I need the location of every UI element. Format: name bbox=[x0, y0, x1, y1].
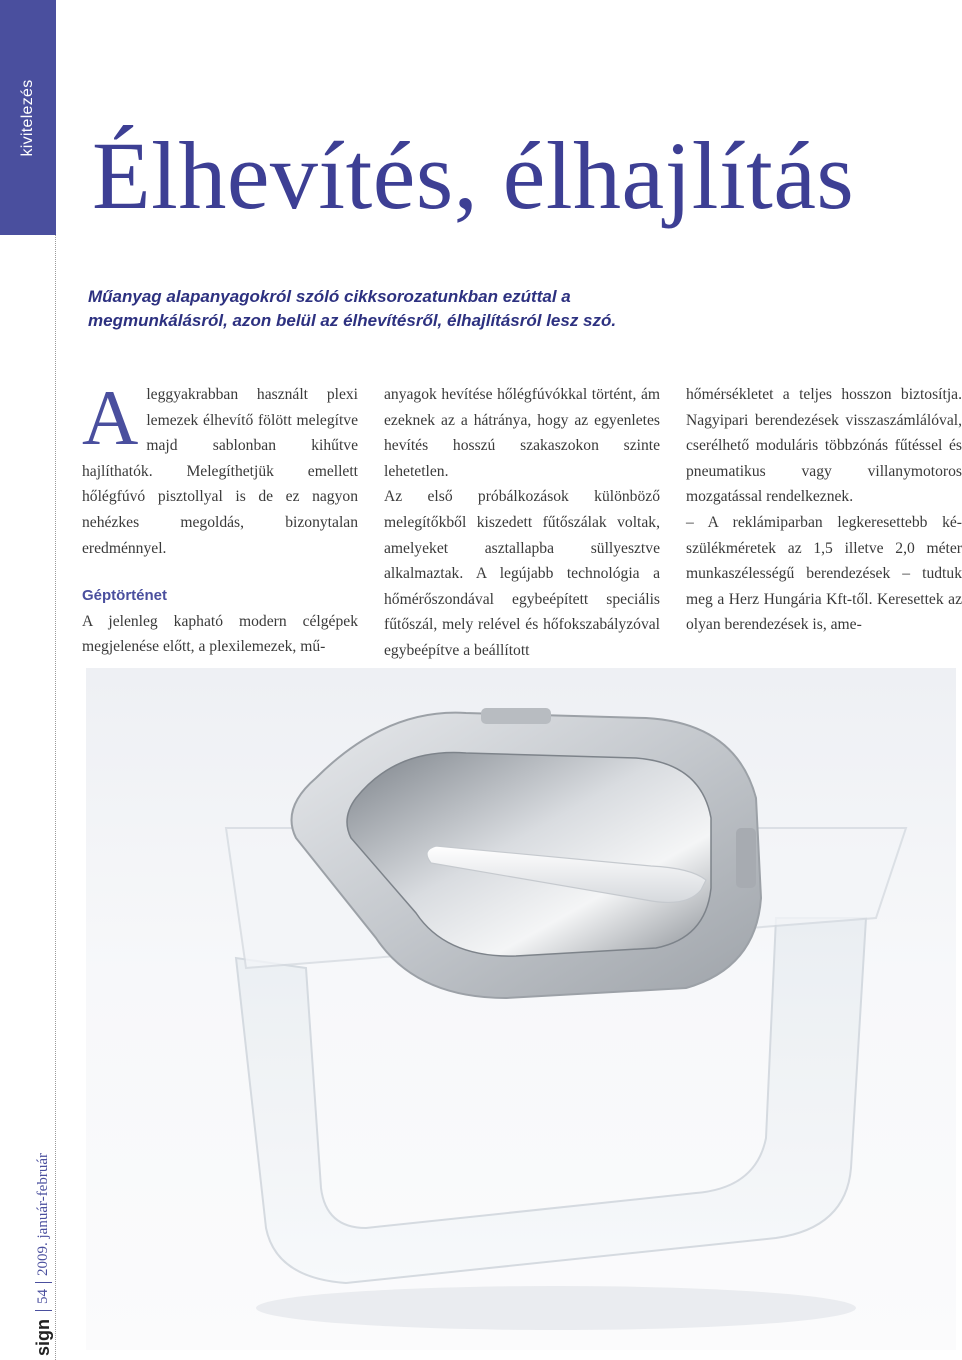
rail-divider bbox=[55, 235, 56, 1360]
ashtray-illustration bbox=[86, 668, 956, 1350]
column-1-text-1: leggyakrabban használt plexi lemezek élhevítő fölött melegítve majd sablonban kihűtve hajlíthatók. Melegíthetjük emellett hőlégfúvó pisztollyal is de ez nagyon nehézkes megoldás, bizonytalan eredménnyel. bbox=[82, 386, 358, 557]
text-column-2 bbox=[384, 382, 660, 664]
column-2-paragraph-2: Az első próbálkozások különböző melegítőkből kiszedett fűtőszálak voltak, amelyeket asztallapba süllyesztve alkalmaztak. A legújabb technológia a hőmérőszondával egybeépített speciális fűtőszál, mely relével és hőfokszabályzóval egybeépítve a beállított bbox=[384, 488, 660, 659]
issue-date: 2009. január-február bbox=[35, 1153, 51, 1276]
column-3-paragraph-2: – A reklámiparban legkeresettebb készülékméretek az 1,5 illetve 2,0 méter munkaszélességű berendezések – tudtuk meg a Herz Hungária Kft-től. Keresettek az olyan berendezések is, ame- bbox=[686, 513, 962, 634]
column-3-paragraph-1: hőmérsékletet a teljes hosszon biztosítja. Nagyipari berendezések visszaszámlálóval, cserélhető moduláris többzónás fűtéssel és pneumatikus vagy villanymotoros mozgatással rendelkeznek. bbox=[686, 386, 962, 506]
column-1-paragraph-2: A jelenleg kapható modern célgépek megjelenése előtt, a plexilemezek, mű- bbox=[82, 612, 358, 656]
product-photo bbox=[86, 668, 956, 1350]
page-title: Élhevítés, élhajlítás bbox=[92, 122, 855, 229]
drop-cap: A bbox=[82, 374, 139, 461]
subheading: Géptörténet bbox=[82, 587, 168, 605]
page-number: 54 bbox=[35, 1282, 52, 1311]
section-label: kivitelezés bbox=[19, 79, 36, 157]
column-2-paragraph-1: anyagok hevítése hőlégfúvókkal történt, ám ezeknek az a hátránya, hogy az egyenletes hevítés hosszú szakaszokon szinte lehetetlen. bbox=[384, 386, 660, 480]
lead-paragraph: Műanyag alapanyagokról szóló cikksorozatunkban ezúttal a megmunkálásról, azon belül az élhevítésről, élhajlításról lesz szó. bbox=[88, 287, 617, 330]
column-1-paragraph-1 bbox=[82, 374, 358, 561]
section-tab bbox=[0, 0, 56, 235]
magazine-brand: sign bbox=[33, 1318, 53, 1356]
folio bbox=[33, 1153, 54, 1356]
text-column-1 bbox=[82, 374, 358, 660]
text-column-3 bbox=[686, 382, 962, 638]
